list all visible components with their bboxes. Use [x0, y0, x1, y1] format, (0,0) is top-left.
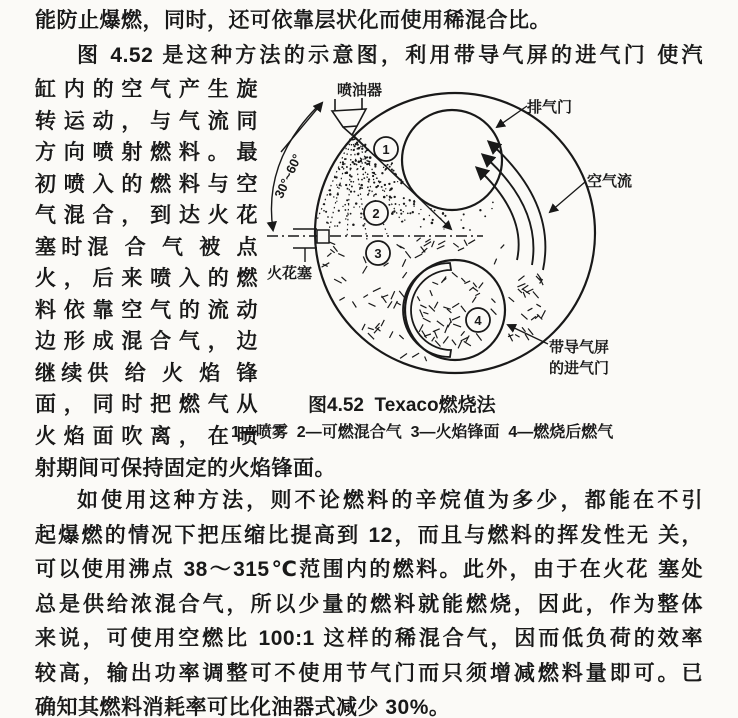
exhaust-valve-label: 排气门: [527, 99, 573, 116]
injector-label: 喷油器: [337, 82, 383, 99]
left-column-line: 火焰面吹离，在喷: [35, 424, 258, 448]
spark-plug-lines: [293, 229, 317, 262]
paragraph-line: 可以使用沸点 38～315℃范围内的燃料。此外，由于在火花 塞处: [35, 558, 703, 581]
spray-angle-label: 30°~60°: [271, 151, 305, 201]
spray-angle-arrow: [281, 103, 322, 152]
intake-valve-label-line1: 带导气屏: [549, 339, 610, 356]
paragraph-line: 确知其燃料消耗率可比化油器式减少 30%。: [35, 696, 451, 718]
left-column-line: 继续供 给 火 焰 锋: [35, 361, 258, 385]
exhaust-valve-circle: [402, 110, 502, 210]
zone-marker-1: [374, 137, 398, 161]
left-column-line: 气混合，到达火花: [35, 204, 258, 227]
left-column-line: 缸内的空气产生旋: [35, 78, 258, 101]
paragraph-line: 来说，可使用空燃比 100:1 这样的稀混合气，因而低负荷的效率: [35, 627, 703, 650]
paragraph-line: 图 4.52 是这种方法的示意图，利用带导气屏的进气门 使汽: [77, 44, 703, 67]
zone-marker-3: [366, 241, 390, 265]
paragraph-line: 起爆燃的情况下把压缩比提高到 12，而且与燃料的挥发性无 关，: [35, 523, 703, 547]
svg-text:2: 2: [372, 206, 380, 221]
svg-text:3: 3: [374, 246, 382, 261]
left-column-line: 料依靠空气的流动: [35, 298, 258, 322]
left-column-line: 初喷入的燃料与空: [35, 172, 258, 196]
paragraph-line: 较高，输出功率调整可不使用节气门而只须增减燃料量即可。已: [35, 661, 703, 685]
spark-plug-electrode: [317, 230, 329, 243]
figure-diagram: [255, 82, 660, 384]
figure-caption: 图4.52 Texaco燃烧法: [308, 395, 496, 416]
paragraph-line: 能防止爆燃，同时，还可依靠层状化而使用稀混合比。: [35, 9, 551, 32]
left-column-line: 转运动，与气流同: [35, 109, 258, 133]
paragraph-line: 射期间可保持固定的火焰锋面。: [35, 457, 336, 480]
paragraph-line: 总是供给浓混合气，所以少量的燃料就能燃烧，因此，作为整体: [35, 592, 703, 616]
zone-marker-2: [364, 201, 388, 225]
intake-valve-label-line2: 的进气门: [549, 360, 610, 377]
paragraph-line: 如使用这种方法，则不论燃料的辛烷值为多少，都能在不引: [77, 489, 703, 512]
air-flow-label: 空气流: [587, 173, 633, 190]
left-column-line: 方向喷射燃料。最: [35, 141, 258, 164]
spark-plug-label: 火花塞: [267, 265, 313, 282]
svg-text:4: 4: [474, 313, 482, 328]
left-column-line: 边形成混合气，边: [35, 330, 258, 353]
injector-body: [332, 109, 366, 127]
zone-marker-4: [466, 308, 490, 332]
svg-text:1: 1: [382, 142, 390, 157]
figure-legend: 1—喷雾 2—可燃混合气 3—火焰锋面 4—燃烧后燃气: [231, 424, 614, 441]
left-column-line: 火，后来喷入的燃: [35, 267, 258, 290]
left-column-line: 塞时混 合 气 被 点: [35, 235, 258, 259]
left-column-line: 面，同时把燃气从: [35, 393, 258, 416]
